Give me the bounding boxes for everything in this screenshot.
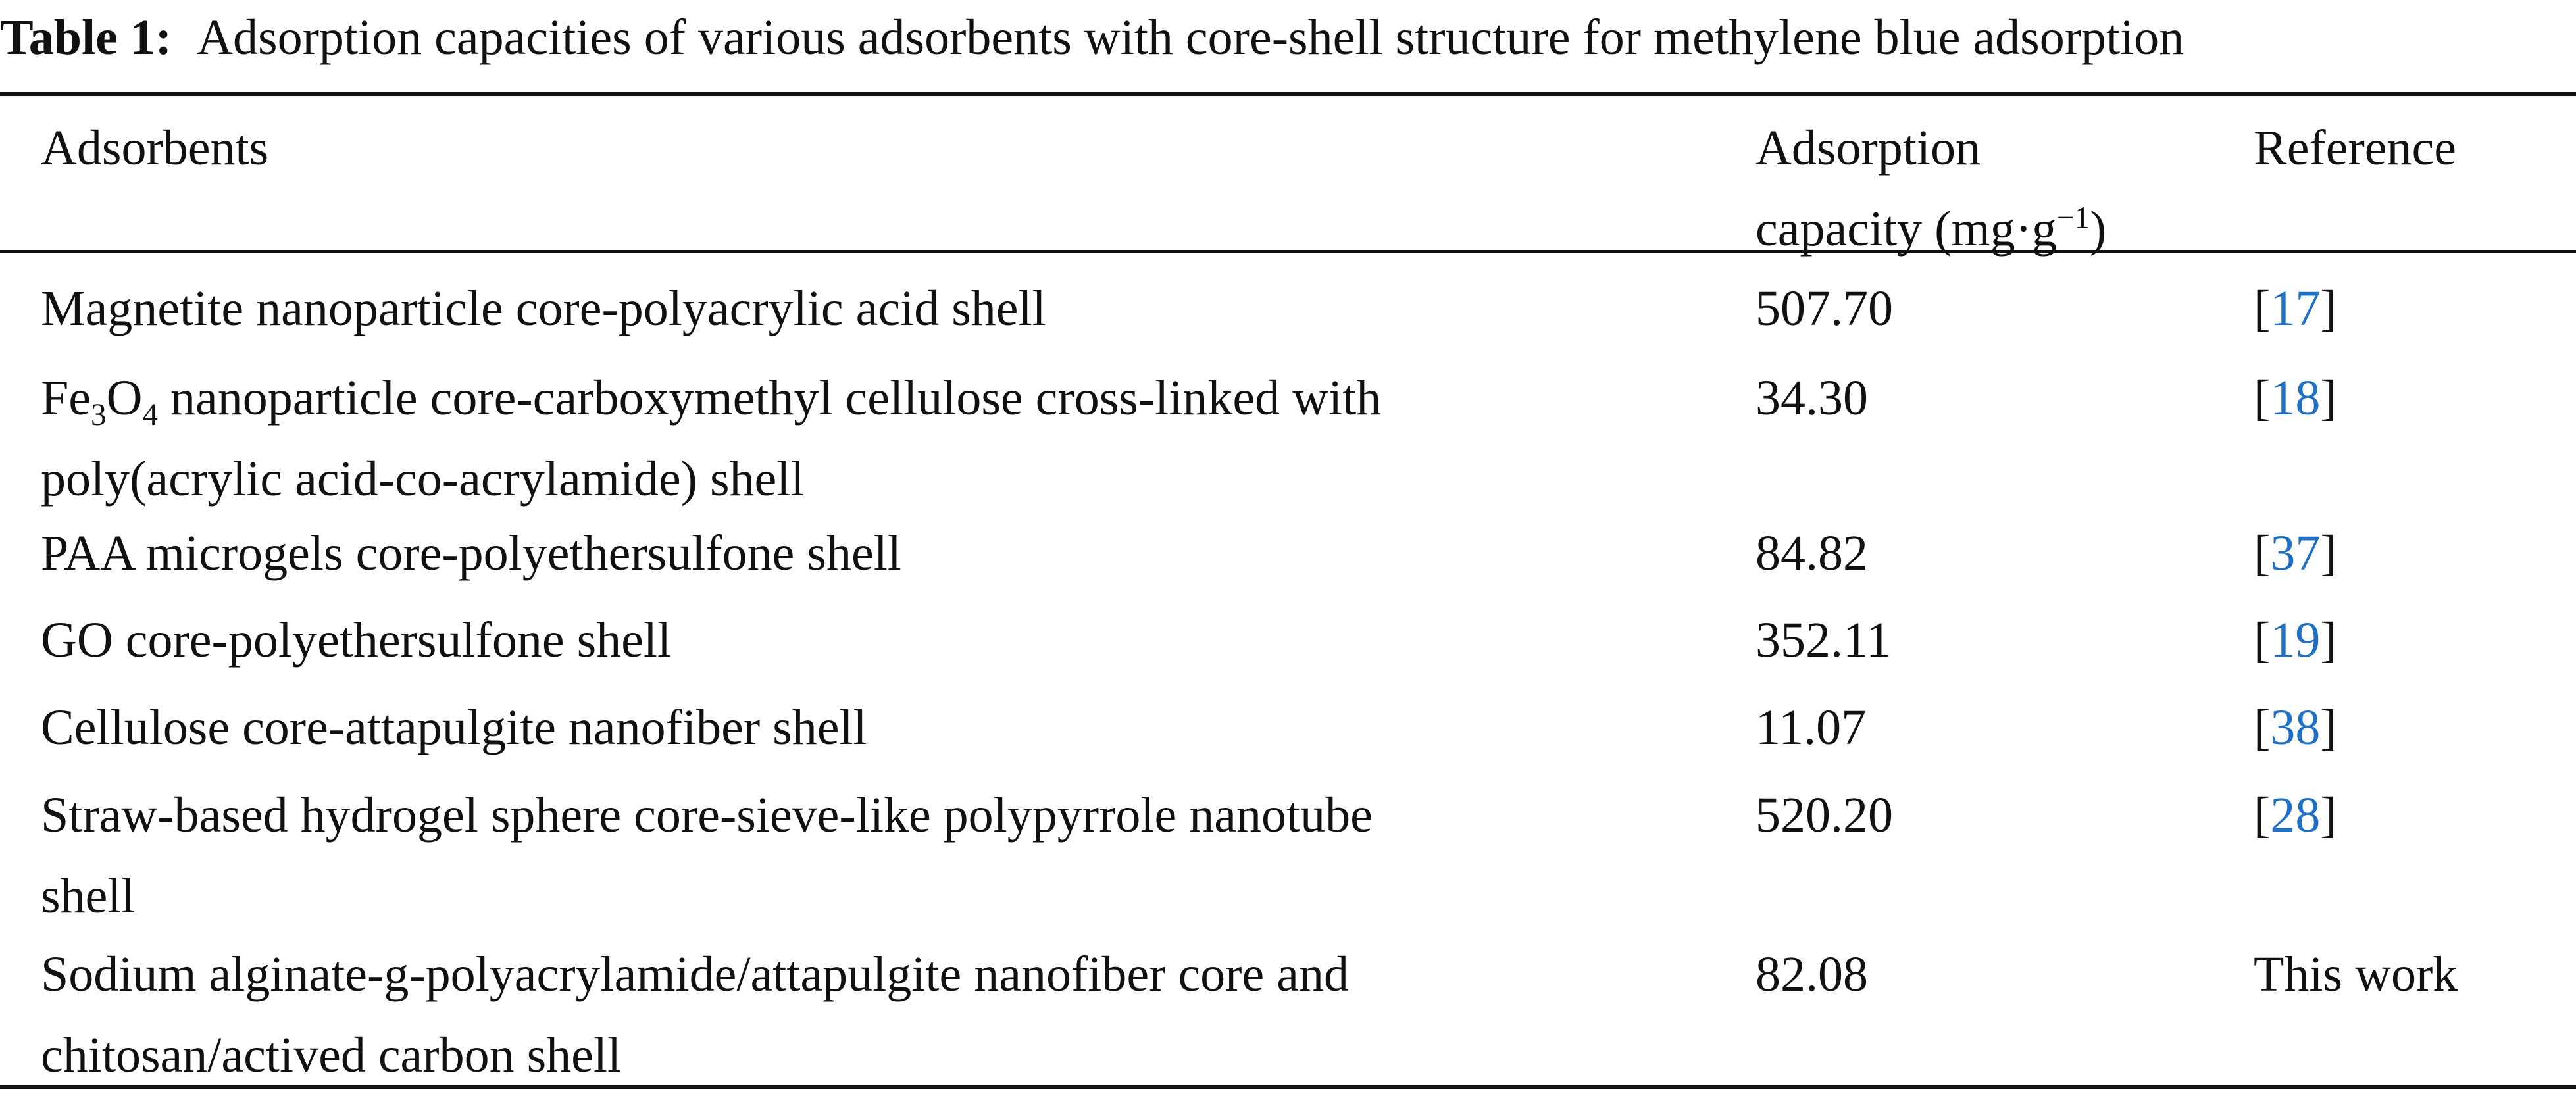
table-row-reference: [2254, 775, 2569, 856]
adsorbent-text-line2: shell: [41, 868, 136, 924]
reference-link[interactable]: 17: [2270, 281, 2321, 336]
table-row-adsorbent: [41, 775, 1725, 937]
bracket-open: [: [2254, 281, 2271, 336]
reference-link[interactable]: 19: [2270, 612, 2321, 668]
table-row-adsorbent: [41, 934, 1725, 1096]
bracket-close: ]: [2320, 281, 2337, 336]
formula-sub-4: 4: [142, 398, 159, 433]
table-row-capacity: 34.30: [1755, 370, 1868, 426]
formula-o: O: [106, 370, 143, 426]
table-caption: [0, 1, 2576, 74]
adsorbent-text-line2: poly(acrylic acid-co-acrylamide) shell: [41, 451, 805, 507]
reference-link[interactable]: 37: [2270, 526, 2321, 581]
adsorbent-text-line1: nanoparticle core-carboxymethyl cellulose cross-linked with: [158, 370, 1382, 426]
header-adsorbents: Adsorbents: [41, 120, 269, 176]
bracket-close: ]: [2320, 700, 2337, 755]
table-row-capacity: 520.20: [1755, 787, 1893, 843]
table-row-adsorbent: PAA microgels core-polyethersulfone shell: [41, 526, 901, 581]
table-row-adsorbent: [41, 358, 1725, 520]
reference-link[interactable]: 28: [2270, 787, 2321, 843]
bracket-open: [: [2254, 526, 2271, 581]
header-capacity: [1755, 108, 2216, 270]
table-row-adsorbent: GO core-polyethersulfone shell: [41, 612, 672, 668]
header-capacity-line2: capacity (mg·g: [1755, 201, 2057, 257]
header-capacity-line1: Adsorption: [1755, 120, 1981, 176]
table-row-reference: [2254, 513, 2569, 594]
bracket-open: [: [2254, 612, 2271, 668]
table-row-reference: [2254, 687, 2569, 768]
formula-sub-3: 3: [91, 398, 107, 433]
top-rule: [0, 92, 2576, 96]
bracket-close: ]: [2320, 526, 2337, 581]
table-row-reference: [2254, 268, 2569, 349]
bracket-close: ]: [2320, 612, 2337, 668]
table-row-capacity: 507.70: [1755, 281, 1893, 336]
reference-link[interactable]: 38: [2270, 700, 2321, 755]
header-reference: Reference: [2254, 120, 2456, 176]
formula-fe: Fe: [41, 370, 91, 426]
reference-link[interactable]: 18: [2270, 370, 2321, 426]
table-row-adsorbent: Magnetite nanoparticle core-polyacrylic acid shell: [41, 281, 1046, 336]
header-capacity-sup: −1: [2056, 201, 2090, 236]
table-row-capacity: 11.07: [1755, 700, 1867, 755]
table-row-capacity: 84.82: [1755, 526, 1868, 581]
bracket-open: [: [2254, 370, 2271, 426]
adsorbent-text-line2: chitosan/actived carbon shell: [41, 1028, 622, 1083]
header-capacity-suffix: ): [2090, 201, 2107, 257]
bracket-close: ]: [2320, 370, 2337, 426]
table-label: Table 1:: [0, 10, 172, 65]
table-row-capacity: 352.11: [1755, 612, 1892, 668]
table-row-adsorbent: Cellulose core-attapulgite nanofiber shell: [41, 700, 867, 755]
table-row-capacity: 82.08: [1755, 947, 1868, 1002]
bracket-open: [: [2254, 700, 2271, 755]
caption-text: Adsorption capacities of various adsorbents with core-shell structure for methylene blue adsorption: [197, 10, 2185, 65]
table-row-reference: This work: [2254, 947, 2458, 1002]
table-row-reference: [2254, 600, 2569, 681]
bracket-close: ]: [2320, 787, 2337, 843]
table-row-reference: [2254, 358, 2569, 439]
adsorbent-text-line1: Straw-based hydrogel sphere core-sieve-like polypyrrole nanotube: [41, 787, 1373, 843]
adsorbent-text-line1: Sodium alginate-g-polyacrylamide/attapulgite nanofiber core and: [41, 947, 1349, 1002]
bracket-open: [: [2254, 787, 2271, 843]
